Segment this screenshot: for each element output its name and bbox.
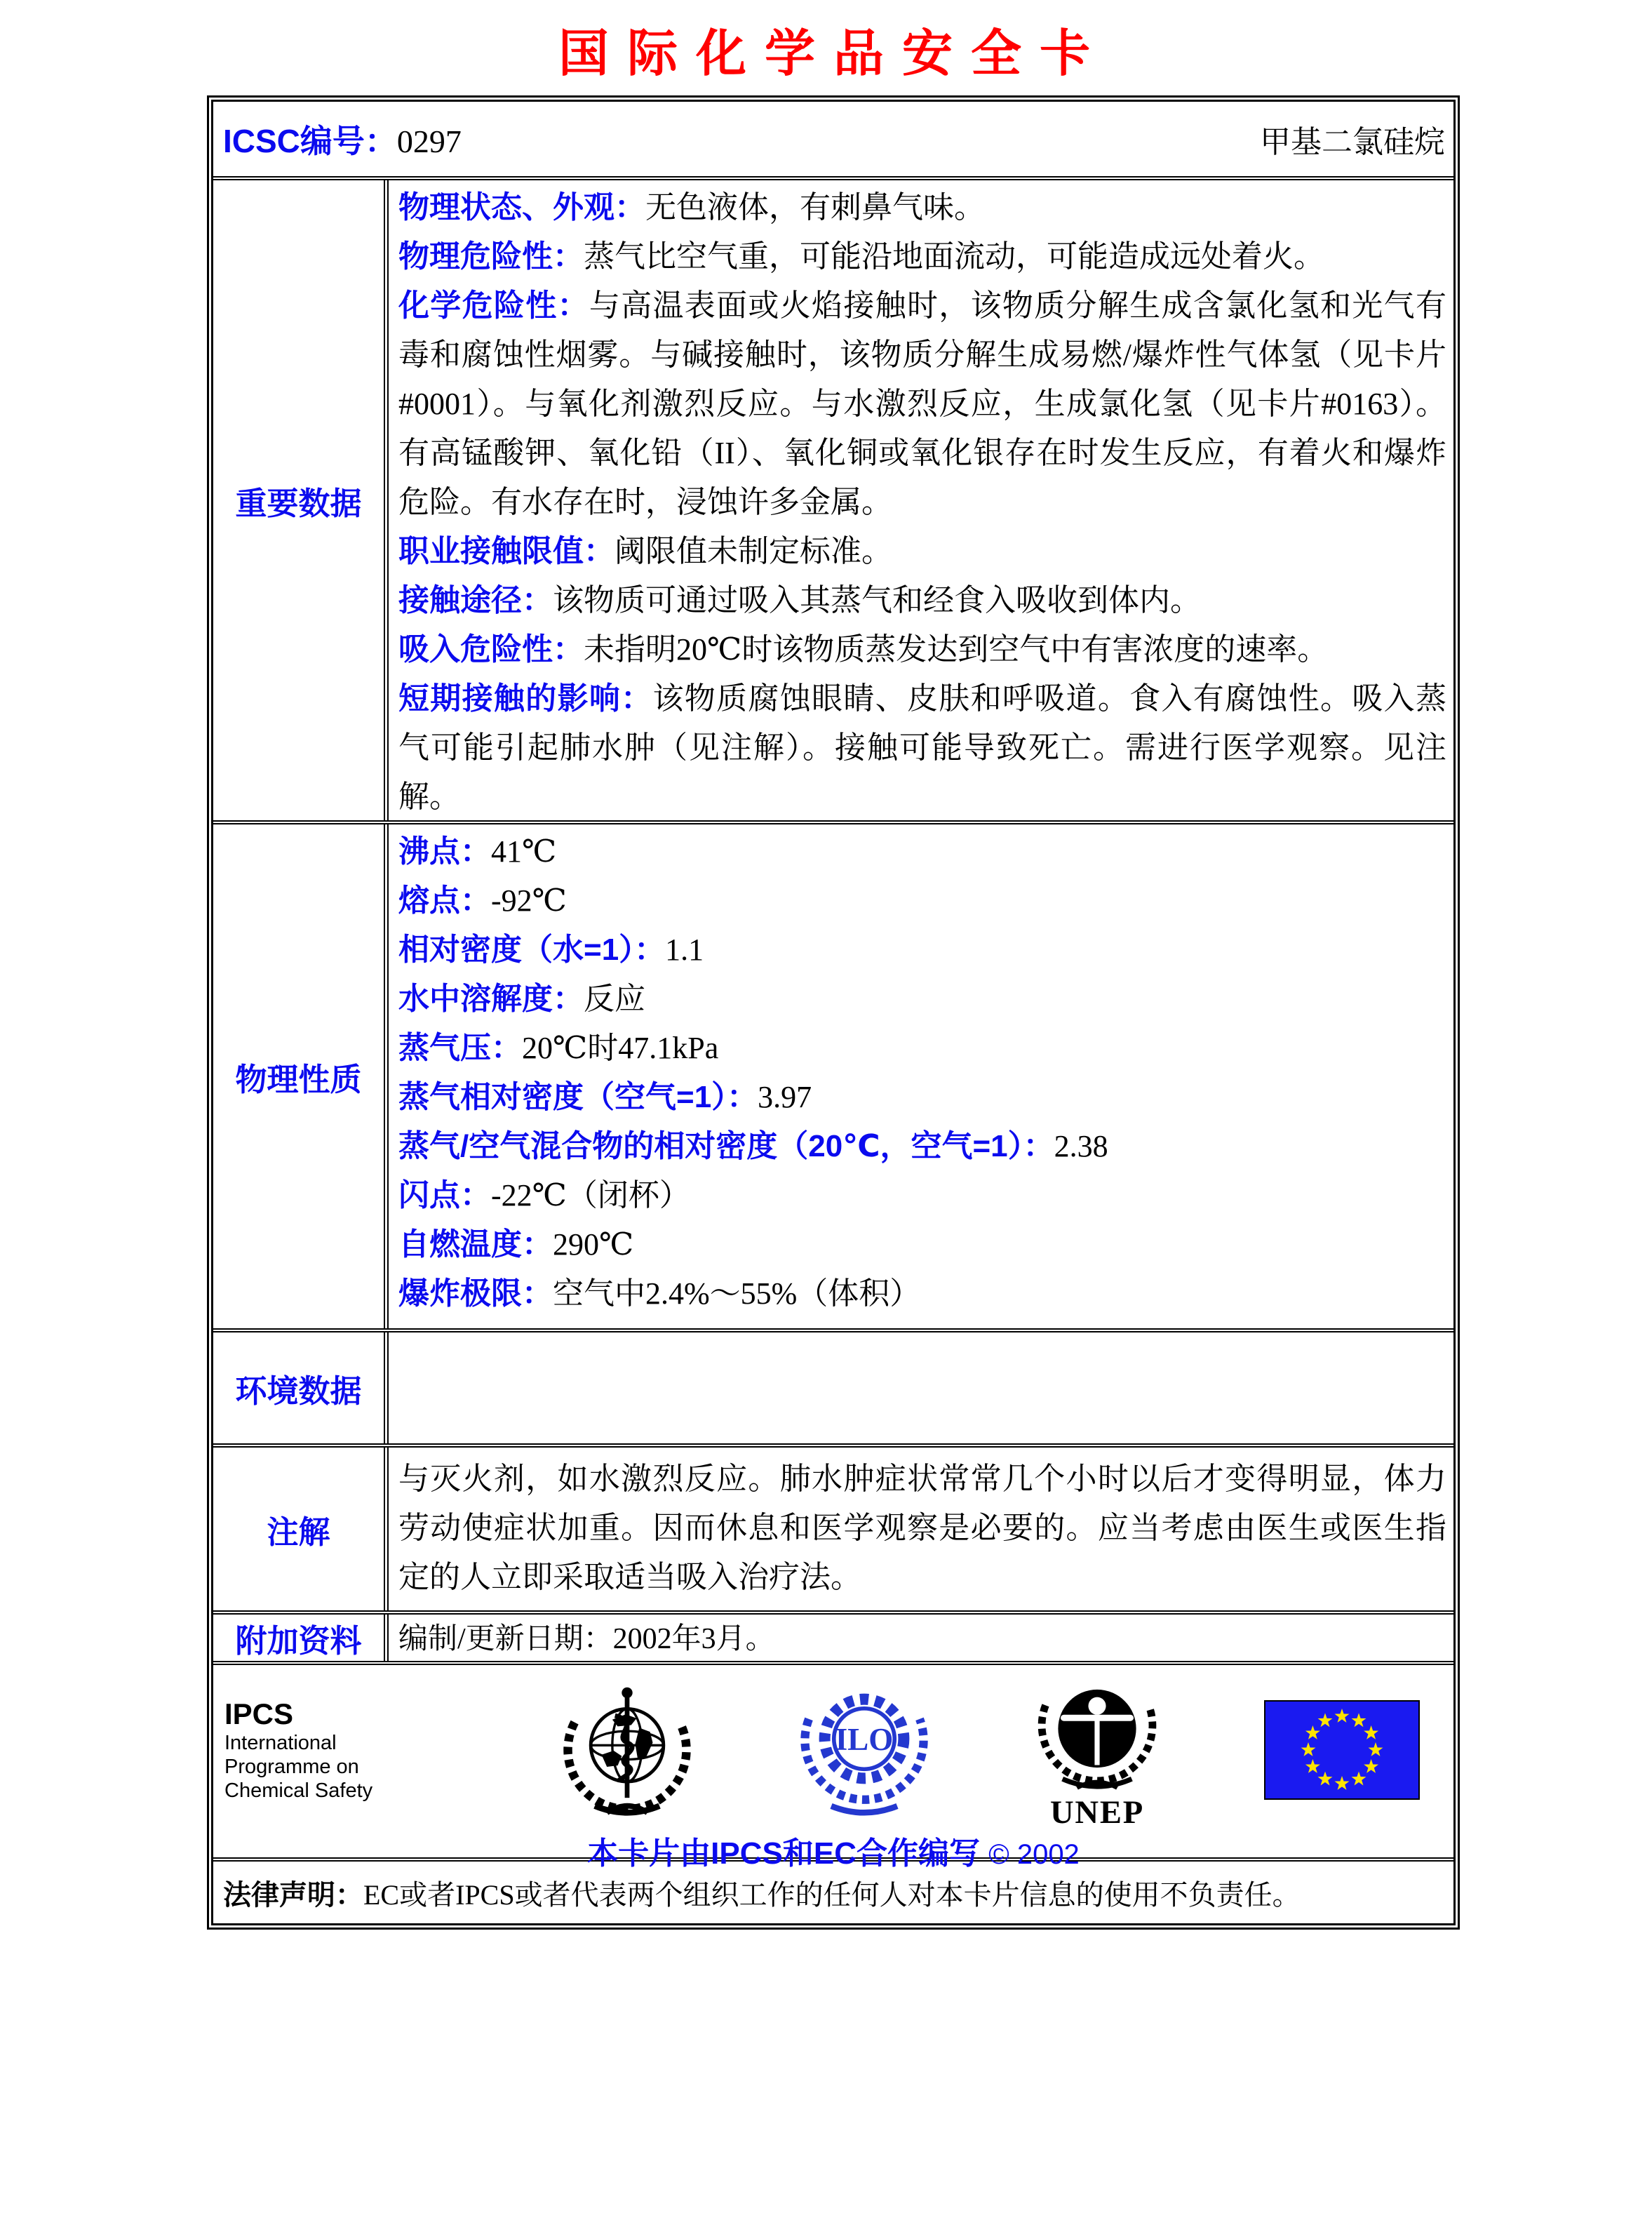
important-data-item xyxy=(398,625,1446,674)
legal-notice-label: 法律声明： xyxy=(223,1879,363,1911)
field-label: 爆炸极限： xyxy=(398,1276,553,1311)
who-logo-icon xyxy=(560,1681,694,1819)
field-label: 蒸气相对密度（空气=1）： xyxy=(398,1080,758,1114)
notes-row-label: 注解 xyxy=(213,1448,389,1610)
important-data-item xyxy=(398,183,1446,232)
field-label: 相对密度（水=1）： xyxy=(398,933,666,967)
important-data-item xyxy=(398,232,1446,281)
important-data-item xyxy=(398,674,1446,820)
header-row xyxy=(213,102,1453,176)
physical-property xyxy=(398,1220,1446,1269)
field-text: 2.38 xyxy=(1054,1129,1108,1163)
ipcs-line: Chemical Safety xyxy=(224,1779,373,1802)
ilo-wordmark: ILO xyxy=(835,1722,894,1757)
logo-strip xyxy=(213,1665,1453,1829)
update-date-value: 2002年3月。 xyxy=(612,1623,775,1655)
environmental-data-row xyxy=(213,1328,1453,1443)
copyright-year: © 2002 xyxy=(988,1839,1080,1870)
field-text: 41℃ xyxy=(491,834,557,869)
legal-notice-text: EC或者IPCS或者代表两个组织工作的任何人对本卡片信息的使用不负责任。 xyxy=(363,1878,1301,1911)
field-label: 自燃温度： xyxy=(398,1227,553,1262)
environmental-data-content xyxy=(389,1332,1453,1443)
icsc-number-label: ICSC编号： xyxy=(223,123,397,159)
field-label: 化学危险性： xyxy=(398,288,589,323)
unep-wordmark: UNEP xyxy=(1049,1794,1145,1829)
field-text: 无色液体，有刺鼻气味。 xyxy=(645,190,985,225)
additional-info-content xyxy=(389,1615,1453,1661)
physical-properties-row-label: 物理性质 xyxy=(213,824,389,1328)
physical-property xyxy=(398,1122,1446,1171)
field-label: 职业接触限值： xyxy=(398,534,615,568)
field-text: 阈限值未制定标准。 xyxy=(615,534,892,568)
notes-content xyxy=(389,1448,1453,1610)
ipcs-wordmark xyxy=(224,1697,456,1803)
physical-property xyxy=(398,1269,1446,1318)
page-title: 国际化学品安全卡 xyxy=(558,26,1108,82)
ilo-logo-icon xyxy=(798,1681,930,1819)
chemical-name: 甲基二氯硅烷 xyxy=(1260,125,1445,159)
important-data-content xyxy=(389,180,1453,820)
physical-property xyxy=(398,827,1446,876)
field-text: 该物质腐蚀眼睛、皮肤和呼吸道。食入有腐蚀性。吸入蒸气可能引起肺水肿（见注解）。接触可能导致死亡。需进行医学观察。见注解。 xyxy=(398,681,1446,814)
notes-text: 与灭火剂，如水激烈反应。肺水肿症状常常几个小时以后才变得明显，体力劳动使症状加重。因而休息和医学观察是必要的。应当考虑由医生或医生指定的人立即采取适当吸入治疗法。 xyxy=(398,1462,1446,1594)
important-data-item xyxy=(398,527,1446,576)
additional-info-row xyxy=(213,1610,1453,1661)
field-label: 接触途径： xyxy=(398,583,553,617)
field-text: 空气中2.4%～55%（体积） xyxy=(553,1276,921,1311)
icsc-card-table xyxy=(207,95,1460,1930)
field-text: 3.97 xyxy=(758,1080,812,1114)
field-label: 水中溶解度： xyxy=(398,982,584,1016)
field-text: -22℃（闭杯） xyxy=(491,1178,690,1212)
copyright-text: 本卡片由IPCS和EC合作编写 xyxy=(587,1836,980,1871)
field-label: 短期接触的影响： xyxy=(398,681,653,716)
physical-property xyxy=(398,876,1446,926)
physical-property xyxy=(398,1073,1446,1122)
ipcs-line: Programme on xyxy=(224,1756,359,1778)
field-text: 与高温表面或火焰接触时，该物质分解生成含氯化氢和光气有毒和腐蚀性烟雾。与碱接触时，该物质分解生成易燃/爆炸性气体氢（见卡片#0001）。与氧化剂激烈反应。与水激烈反应，生成氯化氢（见卡片#0163）。有高锰酸钾、氧化铅（II）、氧化铜或氧化银存在时发生反应，有着火和爆炸危险。有水存在时，浸蚀许多金属。 xyxy=(398,288,1446,519)
field-label: 物理危险性： xyxy=(398,239,584,274)
ipcs-line: International xyxy=(224,1732,337,1754)
field-text: 290℃ xyxy=(553,1227,634,1262)
important-data-row xyxy=(213,176,1453,820)
field-label: 吸入危险性： xyxy=(398,632,584,667)
field-text: 反应 xyxy=(584,982,645,1016)
field-label: 蒸气/空气混合物的相对密度（20℃，空气=1）： xyxy=(398,1129,1054,1163)
icsc-number-value: 0297 xyxy=(396,123,462,159)
physical-property xyxy=(398,975,1446,1024)
important-data-row-label: 重要数据 xyxy=(213,180,389,820)
important-data-item xyxy=(398,281,1446,527)
icsc-number-group xyxy=(223,116,462,162)
environmental-data-row-label: 环境数据 xyxy=(213,1332,389,1443)
important-data-item xyxy=(398,576,1446,625)
icsc-card-page xyxy=(207,0,1460,1930)
notes-row xyxy=(213,1443,1453,1610)
physical-property xyxy=(398,1171,1446,1220)
unep-logo-icon xyxy=(1034,1671,1160,1829)
field-text: 该物质可通过吸入其蒸气和经食入吸收到体内。 xyxy=(553,583,1201,617)
field-label: 熔点： xyxy=(398,883,491,918)
field-text: 未指明20℃时该物质蒸发达到空气中有害浓度的速率。 xyxy=(584,632,1329,667)
field-label: 物理状态、外观： xyxy=(398,190,645,225)
field-text: -92℃ xyxy=(491,883,567,918)
field-label: 蒸气压： xyxy=(398,1031,522,1065)
physical-properties-row xyxy=(213,820,1453,1328)
logos-row xyxy=(213,1661,1453,1871)
physical-property xyxy=(398,1024,1446,1073)
additional-info-row-label: 附加资料 xyxy=(213,1615,389,1661)
field-text: 蒸气比空气重，可能沿地面流动，可能造成远处着火。 xyxy=(584,239,1324,274)
eu-flag-icon xyxy=(1264,1700,1420,1800)
physical-property xyxy=(398,926,1446,975)
field-text: 1.1 xyxy=(665,933,704,967)
field-label: 闪点： xyxy=(398,1178,491,1212)
ipcs-acronym: IPCS xyxy=(224,1697,294,1730)
field-label: 沸点： xyxy=(398,834,491,869)
physical-properties-content xyxy=(389,824,1453,1328)
update-date-label: 编制/更新日期： xyxy=(398,1623,613,1655)
field-text: 20℃时47.1kPa xyxy=(522,1031,719,1065)
